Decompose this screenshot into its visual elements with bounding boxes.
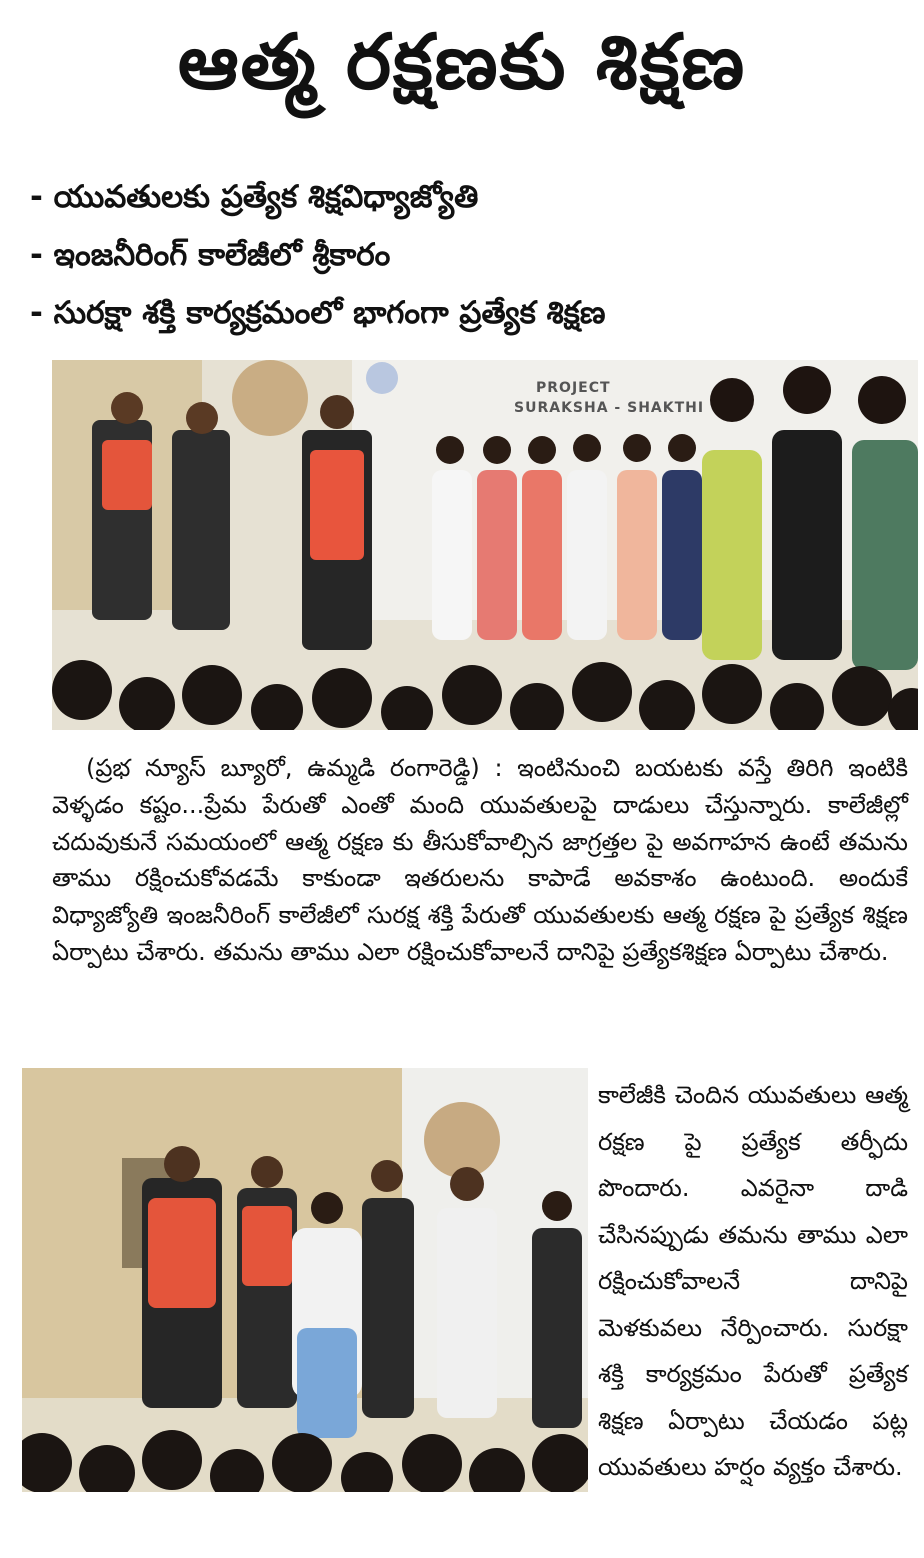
subheadline-3: - సురక్షా శక్తి కార్యక్రమంలో భాగంగా ప్రత్యేక శిక్షణ: [30, 295, 606, 331]
subheadline-2: - ఇంజనీరింగ్ కాలేజీలో శ్రీకారం: [30, 237, 391, 273]
article-body-main: (ప్రభ న్యూస్ బ్యూరో, ఉమ్మడి రంగారెడ్డి) : ఇంటినుంచి బయటకు వస్తే తిరిగి ఇంటికి వెళ్ళడం కష్టం...ప్రేమ పేరుతో ఎంతో మంది యువతులపై దాడులు చేస్తున్నారు. కాలేజీల్లో చదువుకునే సమయంలో ఆత్మ రక్షణ కు తీసుకోవాల్సిన జాగ్రత్తల పై అవగాహన ఉంటే తమను తాము రక్షించుకోవడమే కాకుండా ఇతరులను కాపాడే అవకాశం ఉంటుంది. అందుకే విధ్యాజ్యోతి ఇంజనీరింగ్ కాలేజీలో సురక్ష శక్తి పేరుతో యువతులకు ఆత్మ రక్షణ పై ప్రత్యేక శిక్షణ ఏర్పాటు చేశారు. తమను తాము ఎలా రక్షించుకోవాలనే దానిపై ప్రత్యేకశిక్షణ ఏర్పాటు చేశారు.: [52, 754, 908, 966]
banner-line-2: SURAKSHA - SHAKTHI: [514, 400, 705, 416]
subheadline-1: - యువతులకు ప్రత్యేక శిక్షవిధ్యాజ్యోతి: [30, 179, 479, 215]
demonstration-photo: [22, 1068, 588, 1492]
headline: ఆత్మ రక్షణకు శిక్షణ: [177, 17, 747, 106]
article-body-side: కాలేజీకి చెందిన యువతులు ఆత్మ రక్షణ పై ప్రత్యేక తర్ఫీదు పొందారు. ఎవరైనా దాడి చేసినప్పుడు తమను తాము ఎలా రక్షించుకోవాలనే దానిపై మెళకువలు నేర్పించారు. సురక్షా శక్తి కార్యక్రమం పేరుతో ప్రత్యేక శిక్షణ ఏర్పాటు చేయడం పట్ల యువతులు హర్షం వ్యక్తం చేశారు.: [598, 1081, 908, 1481]
banner-line-1: PROJECT: [536, 380, 611, 396]
demonstration-photo-illustration: [22, 1068, 588, 1492]
subheadline-list: [30, 168, 910, 342]
stage-photo: [52, 360, 918, 730]
stage-photo-illustration: [52, 360, 918, 730]
